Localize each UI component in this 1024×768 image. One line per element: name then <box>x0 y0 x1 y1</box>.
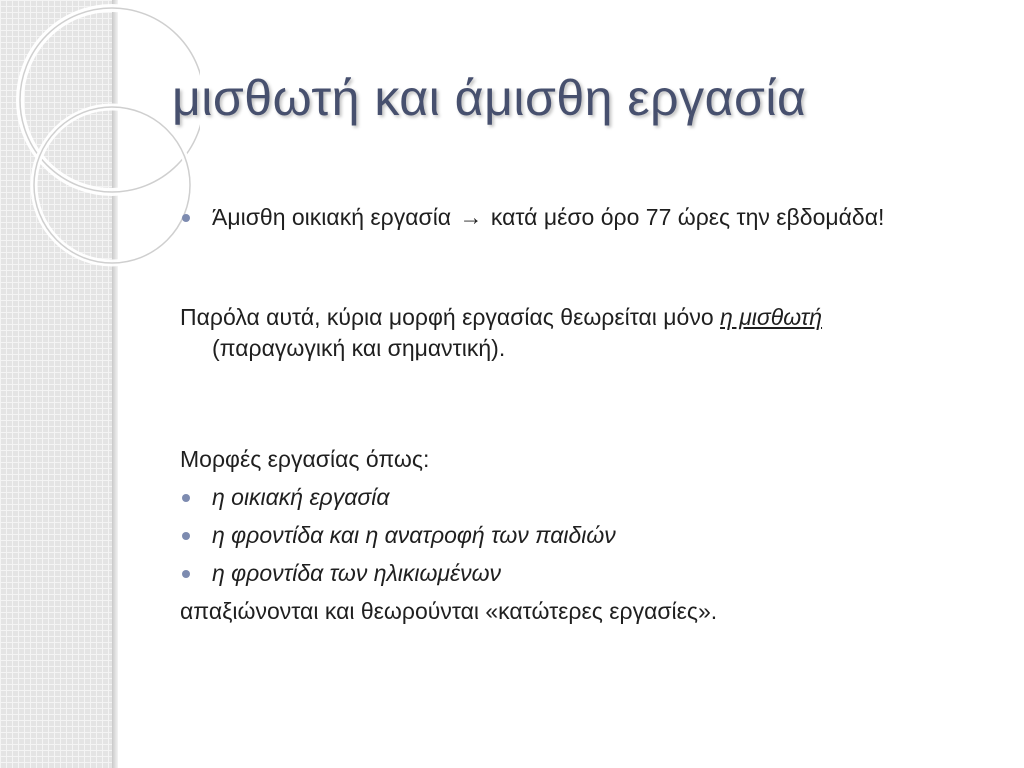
paragraph-paid-work <box>180 302 940 364</box>
arrow-right-icon: → <box>459 204 483 230</box>
bullet1-text-before: Άμισθη οικιακή εργασία <box>212 204 452 230</box>
list-item: η φροντίδα των ηλικιωμένων <box>180 558 940 589</box>
slide-content <box>180 202 940 627</box>
list-item: η οικιακή εργασία <box>180 482 940 513</box>
paragraph-forms-of-work: Μορφές εργασίας όπως: <box>180 446 430 472</box>
decorative-circle-small <box>34 107 190 263</box>
slide-title: μισθωτή και άμισθη εργασία <box>172 70 807 126</box>
bullet1-text-after: κατά μέσο όρο 77 ώρες την εβδομάδα! <box>490 204 885 230</box>
list-item: η φροντίδα και η ανατροφή των παιδιών <box>180 520 940 551</box>
paragraph1-text-before: Παρόλα αυτά, κύρια μορφή εργασίας θεωρείται μόνο <box>180 304 721 330</box>
paragraph-devalued: απαξιώνονται και θεωρούνται «κατώτερες εργασίες». <box>180 598 718 624</box>
paragraph1-emphasis: η μισθωτή <box>720 304 823 330</box>
decorative-circles <box>0 0 200 300</box>
paragraph1-text-after: (παραγωγική και σημαντική). <box>212 335 506 361</box>
bullet-unpaid-housework <box>180 202 940 233</box>
